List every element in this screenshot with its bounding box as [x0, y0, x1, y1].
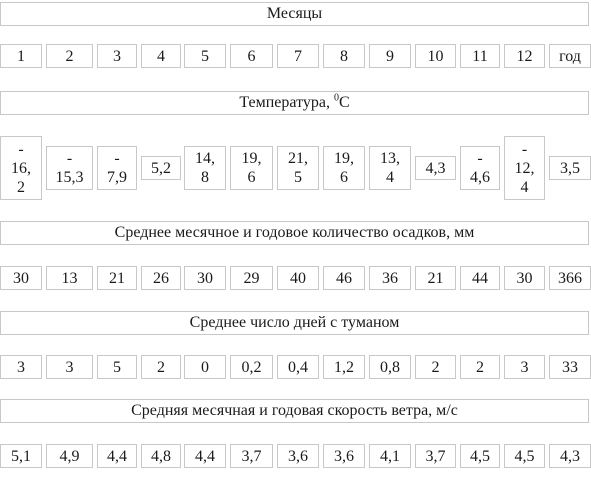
table-cell: 44 [460, 266, 500, 290]
table-cell: 14, 8 [184, 146, 226, 190]
table-cell: 3 [46, 355, 93, 379]
table-cell: 3 [0, 355, 42, 379]
table-cell: 0,8 [369, 355, 411, 379]
table-cell: 4,5 [504, 444, 545, 468]
section-title-precipitation: Среднее месячное и годовое количество осадков, мм [0, 221, 589, 245]
table-cell: - 12, 4 [504, 136, 545, 200]
table-cell: 0,2 [230, 355, 273, 379]
table-cell: 19, 6 [230, 146, 273, 190]
table-cell: 4 [141, 44, 181, 68]
table-cell: 5,2 [141, 156, 181, 180]
table-cell: 7 [277, 44, 319, 68]
table-cell: 2 [460, 355, 500, 379]
table-cell: 3 [97, 44, 137, 68]
table-cell: 19, 6 [323, 146, 365, 190]
table-cell: 4,9 [46, 444, 93, 468]
table-cell: 30 [0, 266, 42, 290]
table-cell: 29 [230, 266, 273, 290]
table-cell: 366 [549, 266, 591, 290]
table-cell: 36 [369, 266, 411, 290]
table-cell: 30 [504, 266, 545, 290]
table-cell: 21, 5 [277, 146, 319, 190]
table-cell: 4,5 [460, 444, 500, 468]
section-title-fog-days: Среднее число дней с туманом [0, 311, 589, 335]
table-cell: 4,3 [415, 156, 456, 180]
table-cell: 4,4 [97, 444, 137, 468]
table-cell: 4,1 [369, 444, 411, 468]
row-wind-speed [0, 444, 591, 494]
table-cell: 5 [97, 355, 137, 379]
section-title-months: Месяцы [0, 2, 589, 26]
section-title-wind-speed: Средняя месячная и годовая скорость ветра, м/с [0, 399, 589, 423]
table-cell: 21 [97, 266, 137, 290]
table-cell: 0 [184, 355, 226, 379]
table-cell: 3,7 [230, 444, 273, 468]
table-cell: - 15,3 [46, 146, 93, 190]
table-cell: 2 [141, 355, 181, 379]
table-cell: 3,6 [323, 444, 365, 468]
table-cell: 1 [0, 44, 42, 68]
table-cell: 3,7 [415, 444, 456, 468]
row-temperature [0, 136, 591, 200]
section-title-temperature: Температура, $^0$C [0, 91, 589, 115]
table-cell: 3 [504, 355, 545, 379]
table-cell: 33 [549, 355, 591, 379]
table-cell: 1,2 [323, 355, 365, 379]
table-cell: 10 [415, 44, 456, 68]
table-cell: 13, 4 [369, 146, 411, 190]
table-cell: 30 [184, 266, 226, 290]
table-cell: 11 [460, 44, 500, 68]
table-cell: 26 [141, 266, 181, 290]
table-cell: 9 [369, 44, 411, 68]
table-cell: 46 [323, 266, 365, 290]
table-cell: 0,4 [277, 355, 319, 379]
row-precipitation [0, 266, 591, 316]
table-cell: 5,1 [0, 444, 42, 468]
table-cell: - 4,6 [460, 146, 500, 190]
table-cell: год [549, 44, 591, 68]
table-cell: 4,3 [549, 444, 591, 468]
table-cell: 3,5 [549, 156, 591, 180]
table-cell: 3,6 [277, 444, 319, 468]
table-cell: - 16, 2 [0, 136, 42, 200]
table-cell: 13 [46, 266, 93, 290]
table-cell: - 7,9 [97, 146, 137, 190]
table-cell: 8 [323, 44, 365, 68]
table-cell: 2 [46, 44, 93, 68]
table-cell: 12 [504, 44, 545, 68]
table-cell: 4,8 [141, 444, 181, 468]
table-cell: 2 [415, 355, 456, 379]
table-cell: 6 [230, 44, 273, 68]
table-cell: 5 [184, 44, 226, 68]
table-cell: 40 [277, 266, 319, 290]
table-cell: 4,4 [184, 444, 226, 468]
table-cell: 21 [415, 266, 456, 290]
row-fog-days [0, 355, 591, 405]
row-months [0, 44, 591, 94]
